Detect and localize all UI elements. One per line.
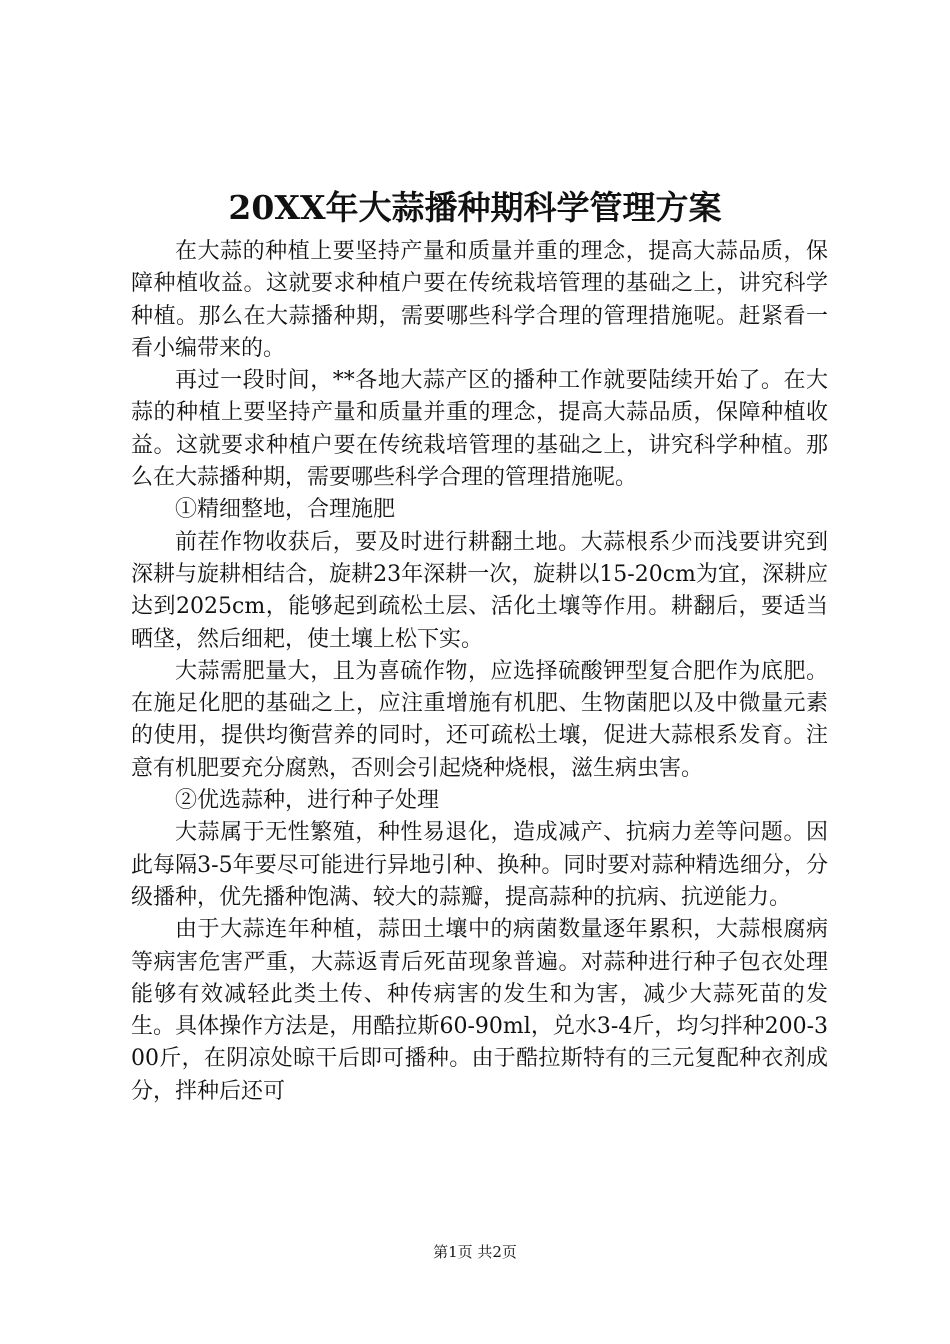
document-body — [131, 236, 828, 1108]
paragraph-seed-selection: 大蒜属于无性繁殖，种性易退化，造成减产、抗病力差等问题。因此每隔3-5年要尽可能进行异地引种、换种。同时要对蒜种精选细分，分级播种，优先播种饱满、较大的蒜瓣，提高蒜种的抗病、抗逆能力。 — [131, 820, 828, 910]
paragraph-tillage: 前茬作物收获后，要及时进行耕翻土地。大蒜根系少而浅要讲究到深耕与旋耕相结合，旋耕23年深耕一次，旋耕以15-20cm为宜，深耕应达到2025cm，能够起到疏松土层、活化土壤等作用。耕翻后，要适当晒垡，然后细耙，使土壤上松下实。 — [131, 529, 828, 652]
section-heading-1: ①精细整地，合理施肥 — [175, 497, 396, 523]
section-heading-2: ②优选蒜种，进行种子处理 — [175, 788, 440, 814]
paragraph-intro: 在大蒜的种植上要坚持产量和质量并重的理念，提高大蒜品质，保障种植收益。这就要求种植户要在传统栽培管理的基础之上，讲究科学种植。那么在大蒜播种期，需要哪些科学合理的管理措施呢。赶紧看一看小编带来的。 — [131, 239, 828, 361]
paragraph-overview: 再过一段时间，**各地大蒜产区的播种工作就要陆续开始了。在大蒜的种植上要坚持产量和质量并重的理念，提高大蒜品质，保障种植收益。这就要求种植户要在传统栽培管理的基础之上，讲究科学种植。那么在大蒜播种期，需要哪些科学合理的管理措施呢。 — [131, 368, 828, 491]
paragraph-seed-treatment: 由于大蒜连年种植，蒜田土壤中的病菌数量逐年累积，大蒜根腐病等病害危害严重，大蒜返青后死苗现象普遍。对蒜种进行种子包衣处理能够有效减轻此类土传、种传病害的发生和为害，减少大蒜死苗的发生。具体操作方法是，用酷拉斯60-90ml，兑水3-4斤，均匀拌种200-300斤，在阴凉处晾干后即可播种。由于酷拉斯特有的三元复配种衣剂成分，拌种后还可 — [131, 917, 828, 1104]
document-title: 20XX年大蒜播种期科学管理方案 — [228, 188, 722, 227]
page-number-footer: 第1页 共2页 — [433, 1243, 517, 1261]
paragraph-fertilizer: 大蒜需肥量大，且为喜硫作物，应选择硫酸钾型复合肥作为底肥。在施足化肥的基础之上，应注重增施有机肥、生物菌肥以及中微量元素的使用，提供均衡营养的同时，还可疏松土壤，促进大蒜根系发育。注意有机肥要充分腐熟，否则会引起烧种烧根，滋生病虫害。 — [131, 658, 828, 781]
